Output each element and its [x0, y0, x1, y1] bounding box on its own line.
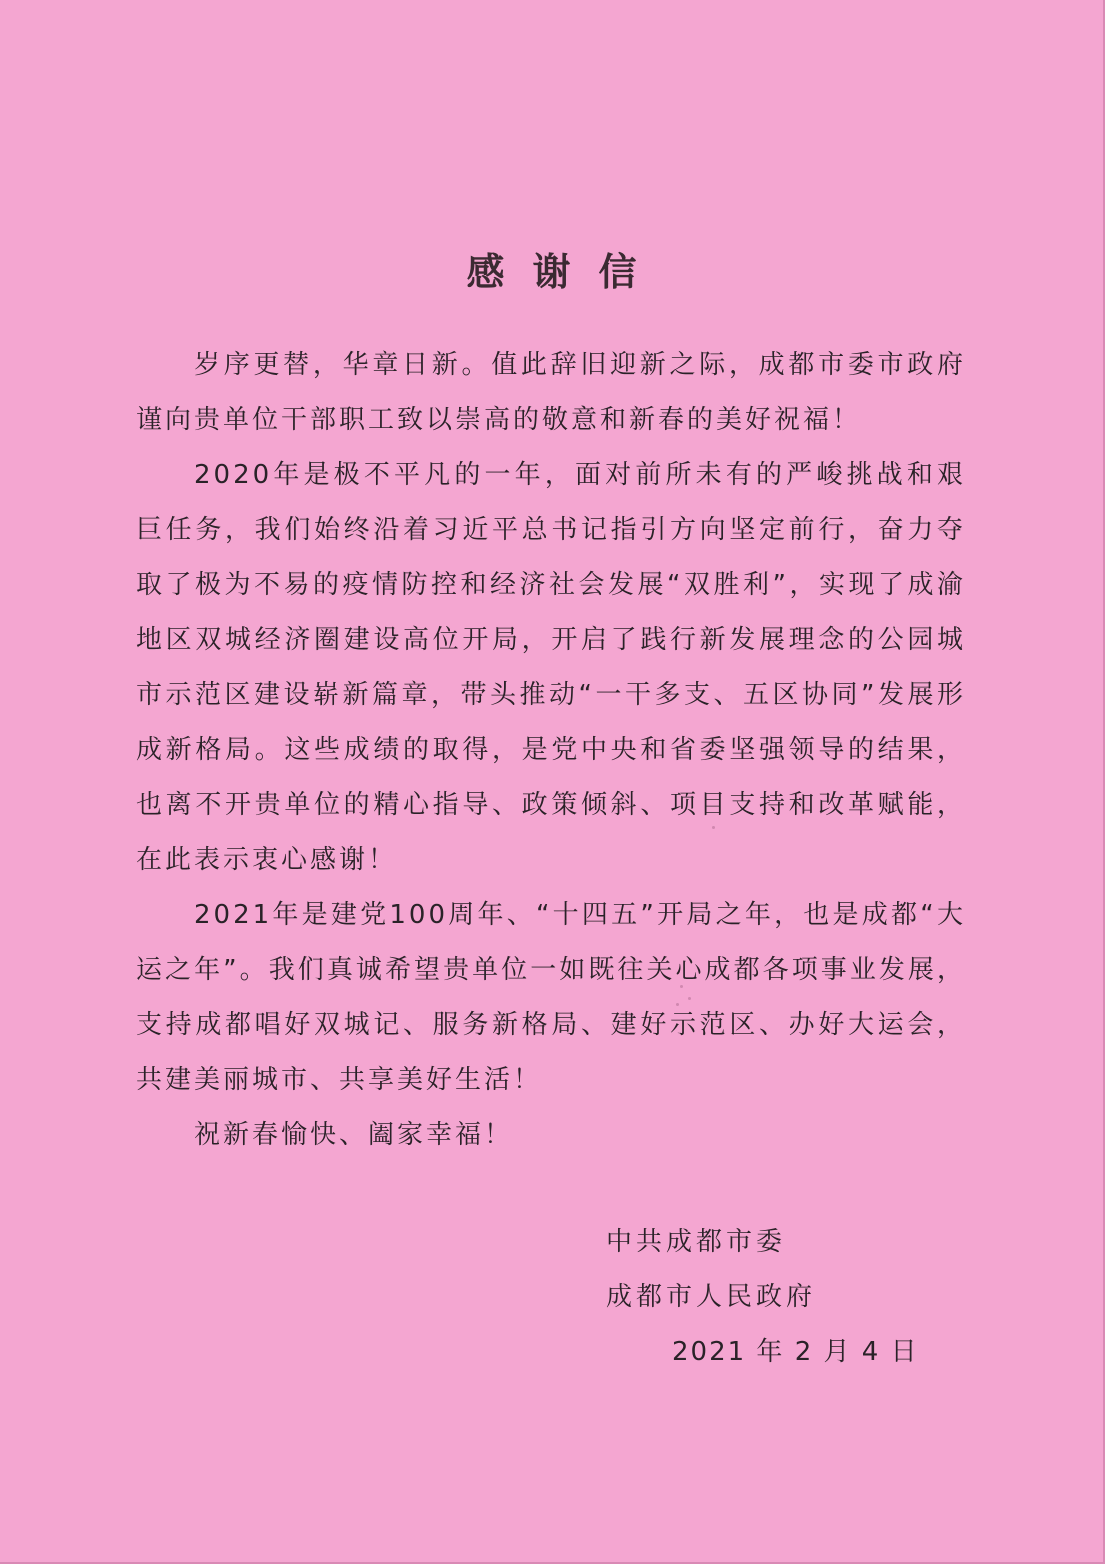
paper-speck [688, 997, 691, 1000]
signature-block [606, 1215, 926, 1380]
signature-org-government: 成都市人民政府 [606, 1282, 817, 1312]
paragraph-2020-review: 2020年是极不平凡的一年，面对前所未有的严峻挑战和艰巨任务，我们始终沿着习近平总书记指引方向坚定前行，奋力夺取了极为不易的疫情防控和经济社会发展“双胜利”，实现了成渝地区双城经济圈建设高位开局，开启了践行新发展理念的公园城市示范区建设崭新篇章，带头推动“一干多支、五区协同”发展形成新格局。这些成绩的取得，是党中央和省委坚强领导的结果，也离不开贵单位的精心指导、政策倾斜、项目支持和改革赋能，在此表示衷心感谢！ [136, 460, 966, 875]
letter-body [136, 338, 966, 1163]
paper-speck [680, 985, 683, 988]
paragraph-closing-wish: 祝新春愉快、阖家幸福！ [194, 1120, 514, 1150]
paper-speck [712, 826, 715, 829]
paper-speck [676, 1003, 679, 1006]
signature-date: 2021 年 2 月 4 日 [672, 1337, 919, 1367]
letter-title: 感谢信 [466, 249, 665, 294]
paragraph-2021-outlook: 2021年是建党100周年、“十四五”开局之年，也是成都“大运之年”。我们真诚希望贵单位一如既往关心成都各项事业发展，支持成都唱好双城记、服务新格局、建好示范区、办好大运会，共建美丽城市、共享美好生活！ [136, 900, 966, 1095]
paragraph-greeting: 岁序更替，华章日新。值此辞旧迎新之际，成都市委市政府谨向贵单位干部职工致以崇高的敬意和新春的美好祝福！ [136, 350, 966, 435]
signature-org-party-committee: 中共成都市委 [606, 1227, 787, 1257]
